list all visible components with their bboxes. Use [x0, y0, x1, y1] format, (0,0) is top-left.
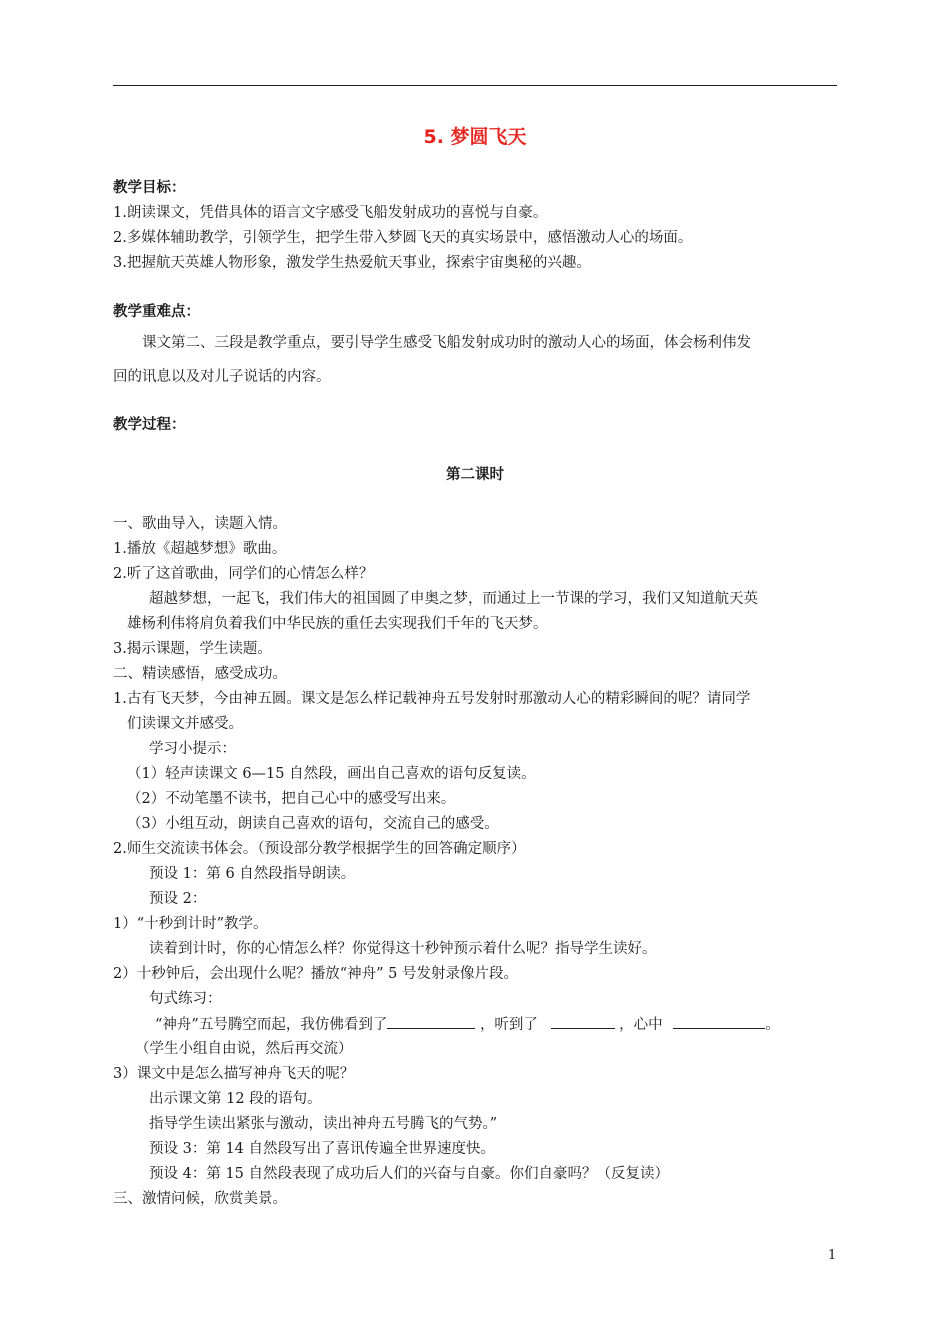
process-line: 雄杨利伟将肩负着我们中华民族的重任去实现我们千年的飞天梦。 [127, 616, 548, 632]
objective-item: 1.朗读课文，凭借具体的语言文字感受飞船发射成功的喜悦与自豪。 [113, 205, 548, 221]
process-line: 二、精读感悟，感受成功。 [113, 666, 287, 682]
process-line: 句式练习： [149, 991, 222, 1007]
process-line: 一、歌曲导入，读题入情。 [113, 516, 287, 532]
process-line: 1.古有飞天梦，今由神五圆。课文是怎么样记载神舟五号发射时那激动人心的精彩瞬间的呢？请同学 [113, 691, 751, 707]
process-line: 1.播放《超越梦想》歌曲。 [113, 541, 287, 557]
process-line: 们读课文并感受。 [127, 716, 243, 732]
page-title: 5. 梦圆飞天 [423, 126, 527, 148]
fill-blank[interactable] [551, 1014, 615, 1029]
process-line: （1）轻声读课文 6—15 自然段，画出自己喜欢的语句反复读。 [127, 766, 536, 782]
process-line: 预设 2： [149, 891, 207, 907]
process-line: 出示课文第 12 段的语句。 [149, 1091, 322, 1107]
process-line: 三、激情问候，欣赏美景。 [113, 1191, 287, 1207]
fill-text: “神舟”五号腾空而起，我仿佛看到了 [155, 1017, 388, 1033]
process-line: 学习小提示： [149, 741, 236, 757]
process-line: （3）小组互动，朗读自己喜欢的语句，交流自己的感受。 [127, 816, 499, 832]
process-line: 预设 1：第 6 自然段指导朗读。 [149, 866, 356, 882]
process-line: 3.揭示课题，学生读题。 [113, 641, 272, 657]
objective-item: 2.多媒体辅助教学，引领学生，把学生带入梦圆飞天的真实场景中，感悟激动人心的场面。 [113, 230, 693, 246]
objectives-heading: 教学目标： [113, 180, 186, 196]
process-line: （学生小组自由说，然后再交流） [135, 1041, 353, 1057]
process-line: 超越梦想，一起飞，我们伟大的祖国圆了申奥之梦，而通过上一节课的学习，我们又知道航天英 [149, 591, 758, 607]
fill-text: 。 [765, 1017, 780, 1033]
header-rule [113, 85, 837, 86]
lesson-heading: 第二课时 [446, 467, 504, 483]
process-line: 预设 3：第 14 自然段写出了喜讯传遍全世界速度快。 [149, 1141, 496, 1157]
process-line: 预设 4：第 15 自然段表现了成功后人们的兴奋与自豪。你们自豪吗？（反复读） [149, 1166, 670, 1182]
keypoints-heading: 教学重难点： [113, 304, 200, 320]
process-line: 1）“十秒到计时”教学。 [113, 916, 268, 932]
process-line: 2）十秒钟后，会出现什么呢？播放“神舟” 5 号发射录像片段。 [113, 966, 518, 982]
fill-in-sentence [155, 1014, 780, 1035]
keypoints-text: 课文第二、三段是教学重点，要引导学生感受飞船发射成功时的激动人心的场面，体会杨利伟发 [142, 335, 751, 351]
fill-blank[interactable] [387, 1014, 475, 1029]
process-line: 3）课文中是怎么描写神舟飞天的呢？ [113, 1066, 355, 1082]
keypoints-text: 回的讯息以及对儿子说话的内容。 [113, 369, 331, 385]
process-line: 2.师生交流读书体会。（预设部分教学根据学生的回答确定顺序） [113, 841, 526, 857]
process-heading: 教学过程： [113, 417, 186, 433]
page-number: 1 [828, 1248, 837, 1263]
objective-item: 3.把握航天英雄人物形象，激发学生热爱航天事业，探索宇宙奥秘的兴趣。 [113, 255, 591, 271]
fill-blank[interactable] [673, 1014, 765, 1029]
fill-text: ，听到了 [479, 1017, 538, 1033]
process-line: 2.听了这首歌曲，同学们的心情怎么样？ [113, 566, 374, 582]
process-line: （2）不动笔墨不读书，把自己心中的感受写出来。 [127, 791, 456, 807]
process-line: 读着到计时，你的心情怎么样？你觉得这十秒钟预示着什么呢？指导学生读好。 [149, 941, 657, 957]
fill-text: ，心中 [619, 1017, 663, 1033]
process-line: 指导学生读出紧张与激动，读出神舟五号腾飞的气势。” [149, 1116, 498, 1132]
